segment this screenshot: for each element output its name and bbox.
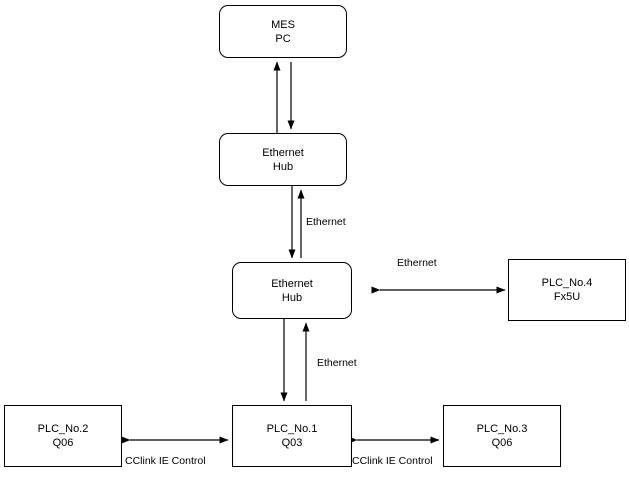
node-label-line2: Q06 [491,437,513,449]
node-label-line1: Ethernet [262,146,304,159]
node-label-line1: Ethernet [271,277,313,290]
edge-label-ethernet-hub2-plc4: Ethernet [397,257,437,269]
node-label-line1: PLC_No.1 [266,423,318,435]
node-plc-no-4[interactable] [508,259,626,321]
node-ethernet-hub-2[interactable] [232,262,352,319]
node-label-line1: PLC_No.4 [541,277,593,289]
node-label-line2: Q06 [52,437,74,449]
node-label-line1: MES [271,18,295,31]
node-label-line1: PLC_No.2 [37,423,89,435]
node-label-line2: Hub [281,291,303,304]
node-label-line1: PLC_No.3 [476,423,528,435]
edge-label-cclink-right: CClink IE Control [352,455,433,467]
node-ethernet-hub-1[interactable] [219,133,347,186]
node-plc-no-3[interactable] [443,405,561,467]
node-label-line2: Hub [272,160,294,173]
node-plc-no-2[interactable] [4,405,122,467]
node-label-line2: PC [275,32,291,45]
edge-label-ethernet-hub2-plc1: Ethernet [317,357,357,369]
node-label-line2: Q03 [281,437,303,449]
edge-label-ethernet-hub1-hub2: Ethernet [306,216,346,228]
node-plc-no-1[interactable] [232,405,352,467]
edge-label-cclink-left: CClink IE Control [125,455,206,467]
node-label-line2: Fx5U [553,291,581,303]
node-mes-pc[interactable] [219,5,347,58]
